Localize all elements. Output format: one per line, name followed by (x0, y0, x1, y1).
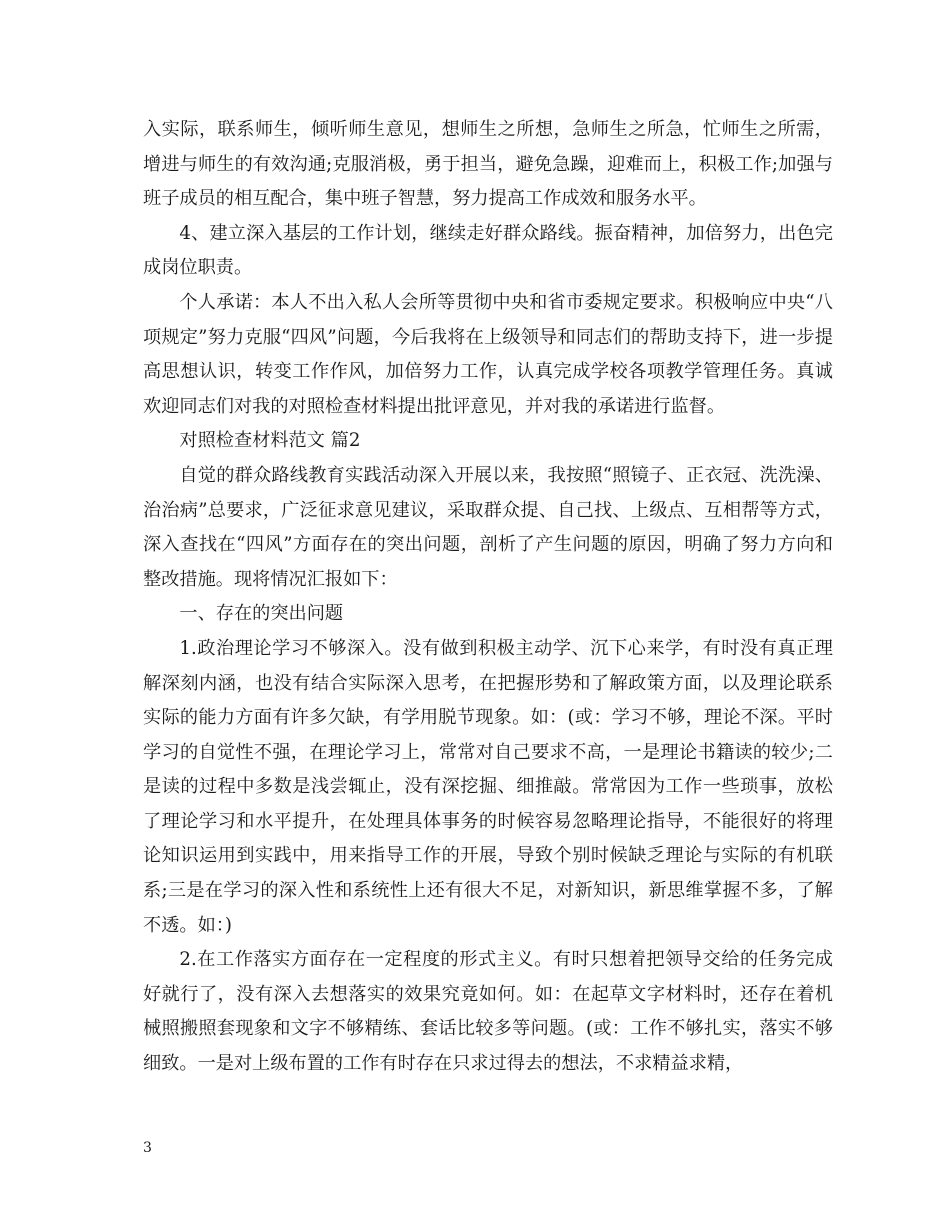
subsection-heading: 一、存在的突出问题 (179, 603, 344, 625)
paragraph-5: 自觉的群众路线教育实践活动深入开展以来，我按照“照镜子、正衣冠、洗洗澡、治治病”总要求，广泛征求意见建议，采取群众提、自己找、上级点、互相帮等方式，深入查找在“四风”方面存在的突出问题，剖析了产生问题的原因，明确了努力方向和整改措施。现将情况汇报如下： (143, 464, 833, 590)
paragraph-1: 入实际，联系师生，倾听师生意见，想师生之所想，急师生之所急，忙师生之所需，增进与师生的有效沟通;克服消极，勇于担当，避免急躁，迎难而上，积极工作;加强与班子成员的相互配合，集中班子智慧，努力提高工作成效和服务水平。 (143, 119, 833, 210)
section-heading-2: 对照检查材料范文 篇2 (179, 430, 361, 452)
document-body (143, 113, 833, 1082)
paragraph-8: 2.在工作落实方面存在一定程度的形式主义。有时只想着把领导交给的任务完成好就行了，没有深入去想落实的效果究竟如何。如：在起草文字材料时，还存在着机械照搬照套现象和文字不够精练、套话比较多等问题。(或：工作不够扎实，落实不够细致。一是对上级布置的工作有时存在只求过得去的想法，不求精益求精， (143, 949, 833, 1075)
paragraph-2: 4、建立深入基层的工作计划，继续走好群众路线。振奋精神，加倍努力，出色完成岗位职责。 (143, 222, 833, 279)
paragraph-7: 1.政治理论学习不够深入。没有做到积极主动学、沉下心来学，有时没有真正理解深刻内涵，也没有结合实际深入思考，在把握形势和了解政策方面，以及理论联系实际的能力方面有许多欠缺，有学用脱节现象。如：(或：学习不够，理论不深。平时学习的自觉性不强，在理论学习上，常常对自己要求不高，一是理论书籍读的较少;二是读的过程中多数是浅尝辄止，没有深挖掘、细推敲。常常因为工作一些琐事，放松了理论学习和水平提升，在处理具体事务的时候容易忽略理论指导，不能很好的将理论知识运用到实践中，用来指导工作的开展，导致个别时候缺乏理论与实际的有机联系;三是在学习的深入性和系统性上还有很大不足，对新知识，新思维掌握不多，了解不透。如：) (143, 637, 833, 936)
page-number: 3 (143, 1140, 152, 1156)
paragraph-3: 个人承诺：本人不出入私人会所等贯彻中央和省市委规定要求。积极响应中央“八项规定”努力克服“四风”问题，今后我将在上级领导和同志们的帮助支持下，进一步提高思想认识，转变工作作风，加倍努力工作，认真完成学校各项教学管理任务。真诚欢迎同志们对我的对照检查材料提出批评意见，并对我的承诺进行监督。 (143, 291, 833, 417)
